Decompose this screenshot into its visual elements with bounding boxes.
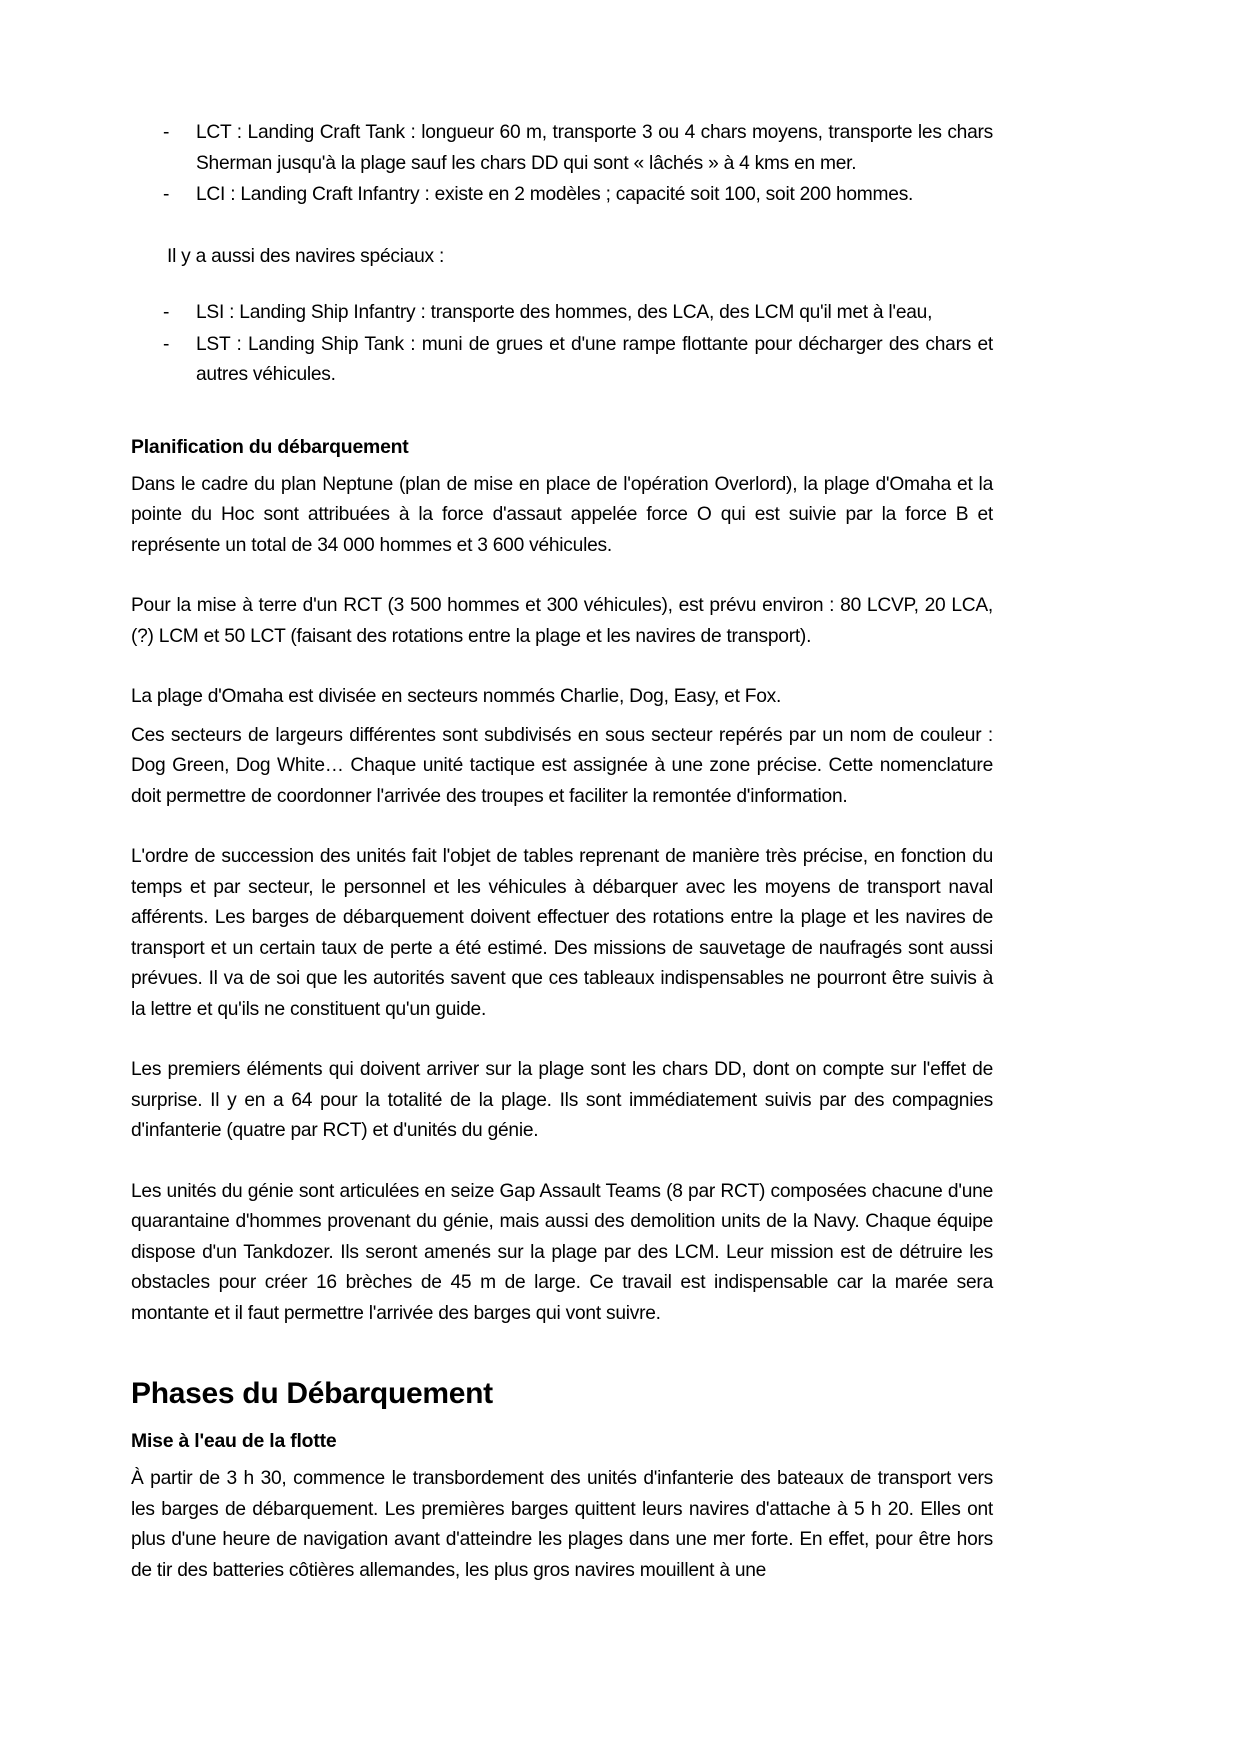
list-item [131, 330, 993, 391]
dash-bullet: - [163, 184, 170, 205]
list-item [131, 118, 993, 179]
list-item [131, 298, 993, 329]
section-heading-phases: Phases du Débarquement [131, 1377, 493, 1410]
special-ships-lead: Il y a aussi des navires spéciaux : [167, 245, 445, 267]
spacer [131, 272, 993, 298]
spacer [131, 462, 993, 470]
paragraph-rct: Pour la mise à terre d'un RCT (3 500 hommes et 300 véhicules), est prévu environ : 80 LCVP, 20 LCA, (?) LCM et 50 LCT (faisant des rotations entre la plage et les navires de transport). [131, 595, 993, 647]
paragraph-neptune: Dans le cadre du plan Neptune (plan de mise en place de l'opération Overlord), la plage d'Omaha et la pointe du Hoc sont attribuées à la force d'assaut appelée force O qui est suivie par la force B et représente un total de 34 000 hommes et 3 600 véhicules. [131, 473, 993, 556]
spacer [131, 1147, 993, 1177]
paragraph-sous-secteurs: Ces secteurs de largeurs différentes sont subdivisés en sous secteur repérés par un nom de couleur : Dog Green, Dog White… Chaque unité tactique est assignée à une zone précise. Cette nomenclature doit permettre de coordonner l'arrivée des troupes et faciliter la remontée d'information. [131, 724, 993, 807]
list-item-text: LCT : Landing Craft Tank : longueur 60 m, transporte 3 ou 4 chars moyens, transporte les chars Sherman jusqu'à la plage sauf les chars DD qui sont « lâchés » à 4 kms en mer. [196, 122, 993, 174]
list-item-text: LST : Landing Ship Tank : muni de grues et d'une rampe flottante pour décharger des chars et autres véhicules. [196, 333, 993, 385]
spacer [131, 652, 993, 682]
spacer [131, 1329, 993, 1374]
dash-bullet: - [163, 333, 170, 355]
spacer [131, 1456, 993, 1464]
dash-bullet: - [163, 122, 170, 143]
spacer [131, 561, 993, 591]
paragraph-genie: Les unités du génie sont articulées en seize Gap Assault Teams (8 par RCT) composées chacune d'une quarantaine d'hommes provenant du génie, mais aussi des demolition units de la Navy. Chaque équipe dispose d'un Tankdozer. Ils seront amenés sur la plage par des LCM. Leur mission est de détruire les obstacles pour créer 16 brèches de 45 m de large. Ce travail est indispensable car la marée sera montante et il faut permettre l'arrivée des barges qui vont suivre. [131, 1180, 993, 1324]
list-item-text: LCI : Landing Craft Infantry : existe en 2 modèles ; capacité soit 100, soit 200 hommes. [196, 184, 914, 205]
spacer [131, 713, 993, 721]
spacer [131, 1025, 993, 1055]
spacer [131, 392, 993, 432]
section-heading-planification: Planification du débarquement [131, 435, 409, 458]
paragraph-ordre-succession: L'ordre de succession des unités fait l'objet de tables reprenant de manière très précise, en fonction du temps et par secteur, le personnel et les véhicules à débarquer avec les moyens de transport naval afférents. Les barges de débarquement doivent effectuer des rotations entre la plage et les navires de transport et un certain taux de perte a été estimé. Des missions de sauvetage de naufragés sont aussi prévues. Il va de soi que les autorités savent que ces tableaux indispensables ne pourront être suivis à la lettre et qu'ils ne constituent qu'un guide. [131, 846, 993, 1020]
paragraph-chars-dd: Les premiers éléments qui doivent arriver sur la plage sont les chars DD, dont on compte sur l'effet de surprise. Il y en a 64 pour la totalité de la plage. Ils sont immédiatement suivis par des compagnies d'infanterie (quatre par RCT) et d'unités du génie. [131, 1059, 993, 1141]
paragraph-secteurs: La plage d'Omaha est divisée en secteurs nommés Charlie, Dog, Easy, et Fox. [131, 686, 782, 707]
landing-craft-list [131, 118, 993, 211]
section-heading-mise-a-leau: Mise à l'eau de la flotte [131, 1430, 337, 1452]
spacer [131, 812, 993, 842]
paragraph-transbordement: À partir de 3 h 30, commence le transbordement des unités d'infanterie des bateaux de transport vers les barges de débarquement. Les premières barges quittent leurs navires d'attache à 5 h 20. Elles ont plus d'une heure de navigation avant d'atteindre les plages dans une mer forte. En effet, pour être hors de tir des batteries côtières allemandes, les plus gros navires mouillent à une [131, 1468, 993, 1581]
spacer [131, 212, 993, 242]
list-item-text: LSI : Landing Ship Infantry : transporte des hommes, des LCA, des LCM qu'il met à l'eau, [196, 302, 933, 323]
document-body [131, 118, 993, 1586]
list-item [131, 180, 993, 211]
special-ships-list [131, 298, 993, 391]
dash-bullet: - [163, 302, 170, 323]
spacer [131, 1414, 993, 1426]
